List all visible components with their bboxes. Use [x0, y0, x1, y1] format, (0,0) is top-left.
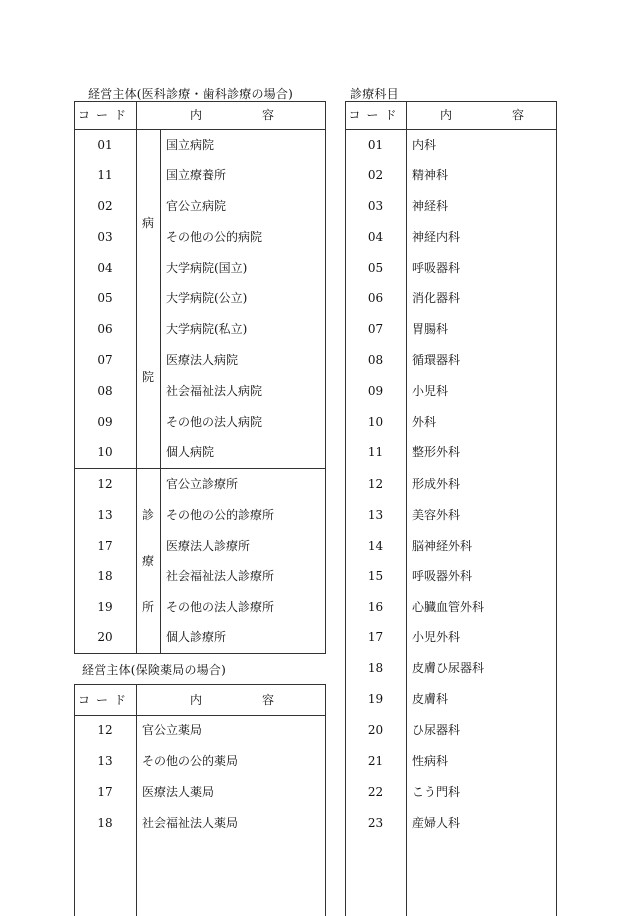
row-name: 個人診療所	[166, 630, 227, 644]
row-code: 09	[367, 384, 384, 398]
row-code: 01	[367, 138, 384, 152]
row-code: 04	[97, 261, 113, 275]
department-header-code: コード	[348, 108, 403, 122]
row-code: 04	[367, 230, 384, 244]
row-code: 20	[367, 723, 384, 737]
row-code: 11	[367, 445, 384, 459]
row-code: 18	[97, 569, 113, 583]
row-name: 官公立病院	[166, 199, 227, 213]
row-name: 社会福祉法人診療所	[166, 569, 275, 583]
row-name: その他の公的薬局	[142, 754, 239, 768]
row-name: 心臓血管外科	[412, 600, 485, 614]
row-code: 18	[367, 661, 384, 675]
row-code: 22	[367, 785, 384, 799]
row-code: 23	[367, 816, 384, 830]
row-code: 21	[367, 754, 384, 768]
row-name: 国立療養所	[166, 168, 227, 182]
row-code: 01	[97, 138, 113, 152]
row-code: 07	[367, 322, 384, 336]
row-code: 17	[367, 630, 384, 644]
owner-header-code: コード	[77, 108, 132, 122]
row-name: 大学病院(国立)	[166, 261, 248, 275]
row-name: 呼吸器外科	[412, 569, 473, 583]
row-name: 整形外科	[412, 445, 461, 459]
row-code: 19	[367, 692, 384, 706]
pharmacy-header-code: コード	[77, 693, 132, 707]
department-header-content-left: 内	[440, 108, 453, 122]
row-name: 皮膚ひ尿器科	[412, 661, 485, 675]
row-code: 19	[97, 600, 113, 614]
row-name: 官公立診療所	[166, 477, 239, 491]
row-name: 精神科	[412, 168, 449, 182]
row-name: こう門科	[412, 785, 461, 799]
row-name: 美容外科	[412, 508, 461, 522]
row-name: 呼吸器科	[412, 261, 461, 275]
row-name: 性病科	[412, 754, 449, 768]
row-name: その他の公的病院	[166, 230, 263, 244]
row-code: 17	[97, 539, 113, 553]
row-name: その他の法人病院	[166, 415, 263, 429]
row-code: 12	[97, 477, 113, 491]
clinic-group-label-char: 所	[141, 600, 154, 614]
row-name: 大学病院(公立)	[166, 291, 248, 305]
hospital-group-label-char: 院	[141, 370, 154, 384]
row-code: 05	[97, 291, 113, 305]
row-code: 12	[97, 723, 113, 737]
department-header-content-right: 容	[512, 108, 525, 122]
row-code: 10	[97, 445, 113, 459]
row-code: 02	[367, 168, 384, 182]
row-code: 02	[97, 199, 113, 213]
owner-header-content-left: 内	[190, 108, 203, 122]
row-name: 大学病院(私立)	[166, 322, 248, 336]
row-code: 14	[367, 539, 384, 553]
row-name: 消化器科	[412, 291, 461, 305]
row-code: 20	[97, 630, 113, 644]
row-code: 12	[367, 477, 384, 491]
row-name: 個人病院	[166, 445, 215, 459]
row-code: 10	[367, 415, 384, 429]
row-name: 内科	[412, 138, 437, 152]
row-code: 13	[97, 508, 113, 522]
row-code: 06	[367, 291, 384, 305]
row-code: 16	[367, 600, 384, 614]
row-code: 13	[367, 508, 384, 522]
row-name: 形成外科	[412, 477, 461, 491]
row-name: 小児外科	[412, 630, 461, 644]
row-name: 医療法人診療所	[166, 539, 251, 553]
row-name: 社会福祉法人病院	[166, 384, 263, 398]
owner-header-content-right: 容	[262, 108, 275, 122]
row-name: 循環器科	[412, 353, 461, 367]
row-code: 03	[97, 230, 113, 244]
hospital-owner-title: 経営主体(医科診療・歯科診療の場合)	[88, 87, 293, 101]
row-name: 神経科	[412, 199, 449, 213]
row-name: 小児科	[412, 384, 449, 398]
row-name: 外科	[412, 415, 437, 429]
row-name: 官公立薬局	[142, 723, 203, 737]
row-name: 医療法人薬局	[142, 785, 215, 799]
pharmacy-owner-title: 経営主体(保険薬局の場合)	[82, 663, 226, 677]
row-code: 11	[97, 168, 113, 182]
clinic-group-label-char: 療	[141, 554, 154, 568]
pharmacy-header-content-left: 内	[190, 693, 203, 707]
row-name: ひ尿器科	[412, 723, 461, 737]
row-name: 産婦人科	[412, 816, 461, 830]
hospital-group-label-char: 病	[141, 216, 154, 230]
row-name: 胃腸科	[412, 322, 449, 336]
row-code: 13	[97, 754, 113, 768]
department-title: 診療科目	[350, 87, 399, 101]
row-code: 08	[97, 384, 113, 398]
row-name: 医療法人病院	[166, 353, 239, 367]
row-code: 06	[97, 322, 113, 336]
row-name: 社会福祉法人薬局	[142, 816, 239, 830]
row-name: その他の公的診療所	[166, 508, 275, 522]
row-code: 17	[97, 785, 113, 799]
row-code: 18	[97, 816, 113, 830]
pharmacy-header-content-right: 容	[262, 693, 275, 707]
row-code: 05	[367, 261, 384, 275]
row-code: 09	[97, 415, 113, 429]
row-name: 国立病院	[166, 138, 215, 152]
clinic-group-label-char: 診	[141, 508, 154, 522]
row-name: 神経内科	[412, 230, 461, 244]
row-code: 07	[97, 353, 113, 367]
row-code: 15	[367, 569, 384, 583]
row-name: 脳神経外科	[412, 539, 473, 553]
row-name: 皮膚科	[412, 692, 449, 706]
row-name: その他の法人診療所	[166, 600, 275, 614]
row-code: 08	[367, 353, 384, 367]
row-code: 03	[367, 199, 384, 213]
